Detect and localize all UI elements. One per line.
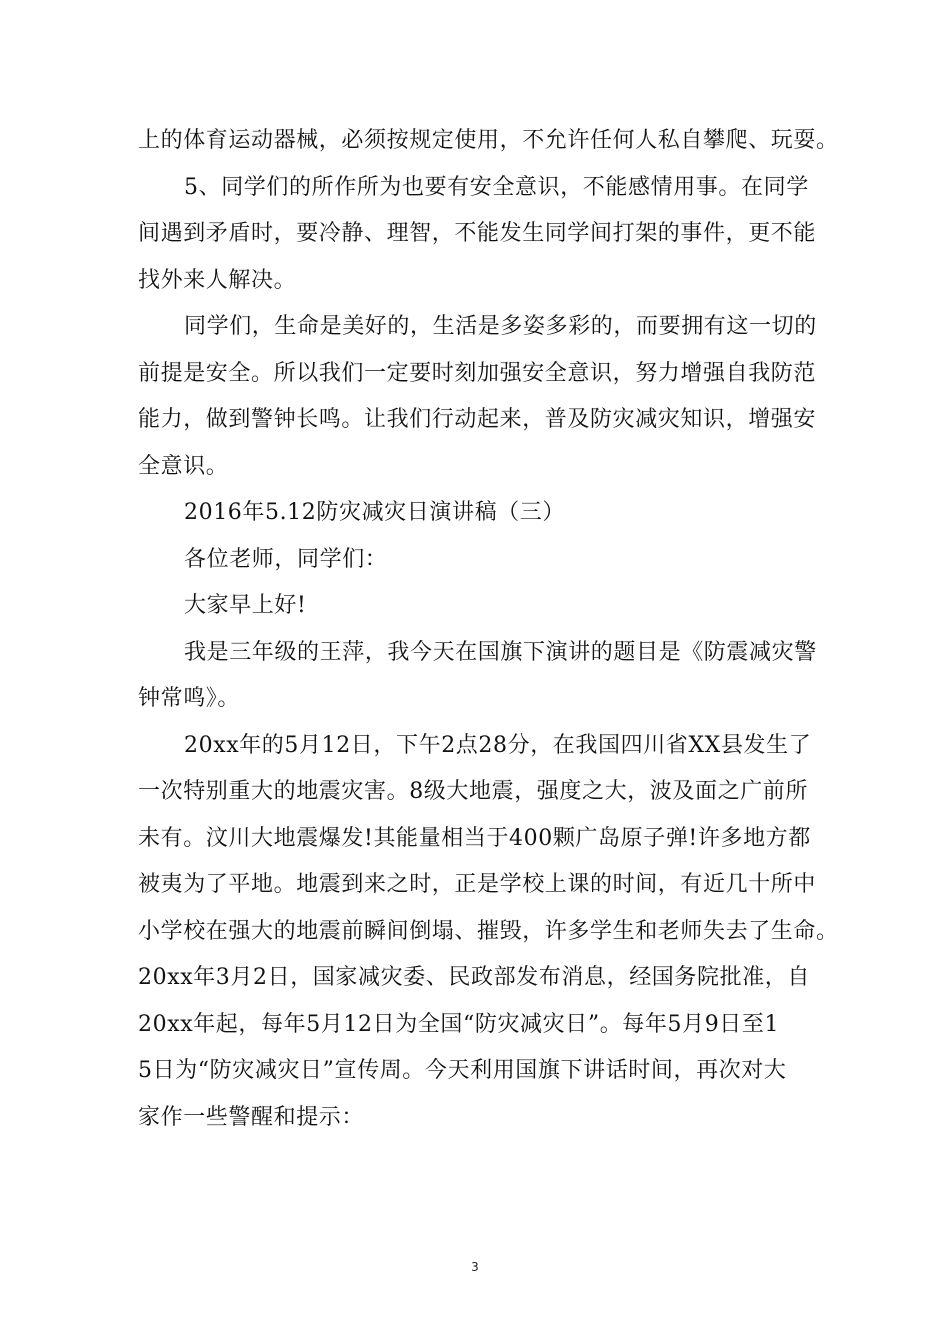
text-line: 钟常鸣》。 <box>138 686 241 711</box>
text-line: 找外来人解决。 <box>138 267 297 293</box>
page-number: 3 <box>471 1260 479 1274</box>
text-line: 小学校在强大的地震前瞬间倒塌、摧毁，许多学生和老师失去了生命。 <box>138 918 839 944</box>
text-line: 20xx年的5月12日，下午2点28分，在我国四川省XX县发生了 <box>184 732 812 758</box>
text-line: 未有。汶川大地震爆发!其能量相当于400颗广岛原子弹!许多地方都 <box>138 825 811 851</box>
text-line: 间遇到矛盾时，要冷静、理智，不能发生同学间打架的事件，更不能 <box>138 221 817 246</box>
text-line: 5、同学们的所作所为也要有安全意识，不能感情用事。在同学 <box>184 174 809 200</box>
text-line: 同学们，生命是美好的，生活是多姿多彩的，而要拥有这一切的 <box>184 314 817 339</box>
text-line: 20xx年起，每年5月12日为全国“防灾减灾日”。每年5月9日至1 <box>138 1011 780 1037</box>
text-line: 一次特别重大的地震灾害。8级大地震，强度之大，波及面之广前所 <box>138 779 808 804</box>
document-body <box>138 118 839 1141</box>
text-line: 上的体育运动器械，必须按规定使用，不允许任何人私自攀爬、玩耍。 <box>138 128 839 153</box>
text-line: 能力，做到警钟长鸣。让我们行动起来，普及防灾减灾知识，增强安 <box>138 407 817 432</box>
text-line: 全意识。 <box>138 453 229 479</box>
text-line: 被夷为了平地。地震到来之时，正是学校上课的时间，有近几十所中 <box>138 872 817 897</box>
section-heading: 2016年5.12防灾减灾日演讲稿（三） <box>184 500 565 525</box>
greeting: 大家早上好! <box>184 593 307 618</box>
text-line: 20xx年3月2日，国家减灾委、民政部发布消息，经国务院批准，自 <box>138 965 811 990</box>
salutation: 各位老师，同学们： <box>184 546 388 572</box>
text-line: 我是三年级的王萍，我今天在国旗下演讲的题目是《防震减灾警 <box>184 639 817 665</box>
text-line: 家作一些警醒和提示： <box>138 1104 365 1130</box>
text-line: 5日为“防灾减灾日”宣传周。今天利用国旗下讲话时间，再次对大 <box>138 1058 787 1083</box>
text-line: 前提是安全。所以我们一定要时刻加强安全意识，努力增强自我防范 <box>138 360 817 386</box>
